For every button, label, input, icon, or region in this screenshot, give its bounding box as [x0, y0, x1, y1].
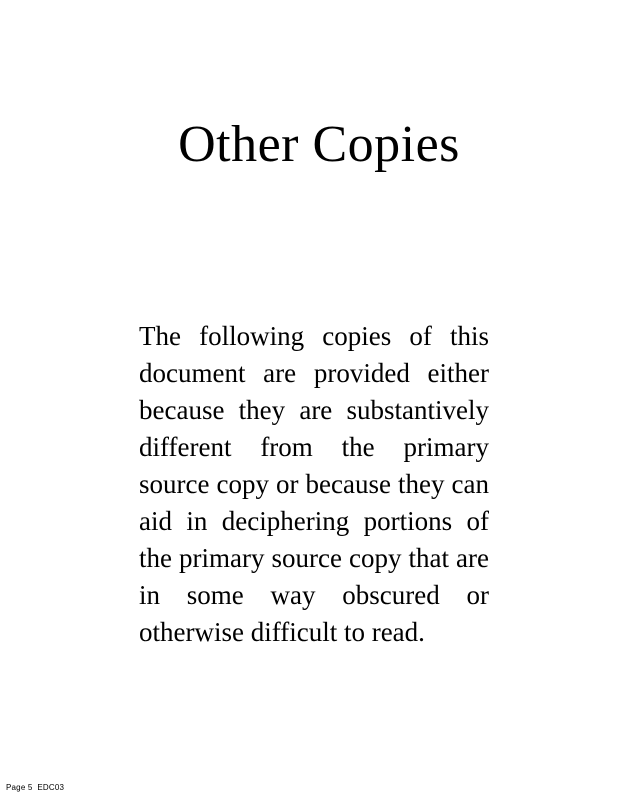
body-paragraph: The following copies of this document are provided either because they are substantively different from the primary source copy or because they can aid in deciphering portions of the primary source copy that are in some way obscured or otherwise difficult to read.	[139, 321, 489, 647]
page-title: Other Copies	[178, 116, 460, 173]
body-text-block	[139, 318, 489, 651]
page-footer-label: Page 5 EDC03	[6, 783, 65, 792]
